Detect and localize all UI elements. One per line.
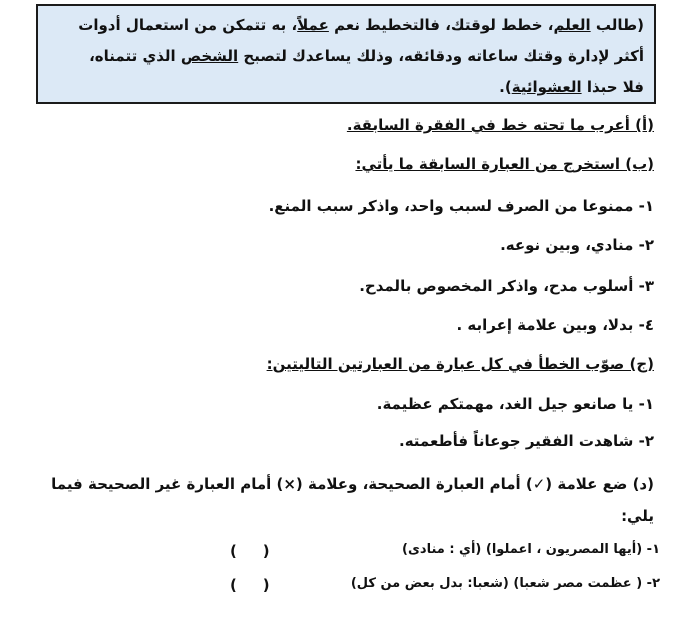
passage-line-3 <box>48 72 644 103</box>
passage-text: ، خطط لوقتك، فالتخطيط نعم <box>328 16 554 34</box>
question-d-item-1 <box>40 542 660 566</box>
passage-text: أكثر لإدارة وقتك ساعاته ودقائقه، وذلك يساعدك لتصبح <box>238 47 644 65</box>
question-c-item-1: ١- يا صانعو جيل الغد، مهمتكم عظيمة. <box>376 395 654 413</box>
underlined-word-al-ashwaiya: العشوائية <box>511 78 582 96</box>
passage-line-2 <box>48 41 644 72</box>
passage-box <box>36 4 656 104</box>
passage-text: ). <box>499 78 512 96</box>
question-b-item-2: ٢- منادي، وبين نوعه. <box>500 236 654 254</box>
question-d-item-2 <box>40 576 660 600</box>
passage-text: (طالب <box>590 16 644 34</box>
question-b-item-4: ٤- بدلا، وبين علامة إعرابه . <box>456 316 654 334</box>
question-c-item-2: ٢- شاهدت الفقير جوعاناً فأطعمته. <box>399 432 654 450</box>
question-b-item-3: ٣- أسلوب مدح، واذكر المخصوص بالمدح. <box>359 277 654 295</box>
answer-blank-2[interactable]: ( ) <box>230 576 271 594</box>
question-b-heading: (ب) استخرج من العبارة السابقة ما يأتي: <box>355 155 654 173</box>
question-a-heading: (أ) أعرب ما تحته خط في الفقرة السابقة. <box>346 116 654 134</box>
underlined-word-al-ilm: العلم <box>553 16 591 34</box>
passage-text: ، به تتمكن من استعمال أدوات <box>78 16 298 34</box>
question-d-instruction-cont: يلي: <box>621 507 654 525</box>
underlined-word-amalan: عملاً <box>297 16 329 34</box>
answer-blank-1[interactable]: ( ) <box>230 542 271 560</box>
question-d-item-1-text: ١- (أيها المصريون ، اعملوا) (أي : منادى) <box>402 542 660 557</box>
question-c-heading: (ج) صوّب الخطأ في كل عبارة من العبارتين التاليتين: <box>266 355 654 373</box>
question-d-instruction: (د) ضع علامة (✓) أمام العبارة الصحيحة، وعلامة (×) أمام العبارة غير الصحيحة فيما <box>51 475 654 493</box>
passage-text: فلا حبذا <box>581 78 644 96</box>
question-b-item-1: ١- ممنوعا من الصرف لسبب واحد، واذكر سبب المنع. <box>268 197 654 215</box>
passage-line-1 <box>48 10 644 41</box>
question-d-item-2-text: ٢- ( عظمت مصر شعبا) (شعبا: بدل بعض من كل) <box>350 576 660 591</box>
passage-text: الذي تتمناه، <box>89 47 181 65</box>
underlined-word-al-shakhs: الشخص <box>180 47 239 65</box>
